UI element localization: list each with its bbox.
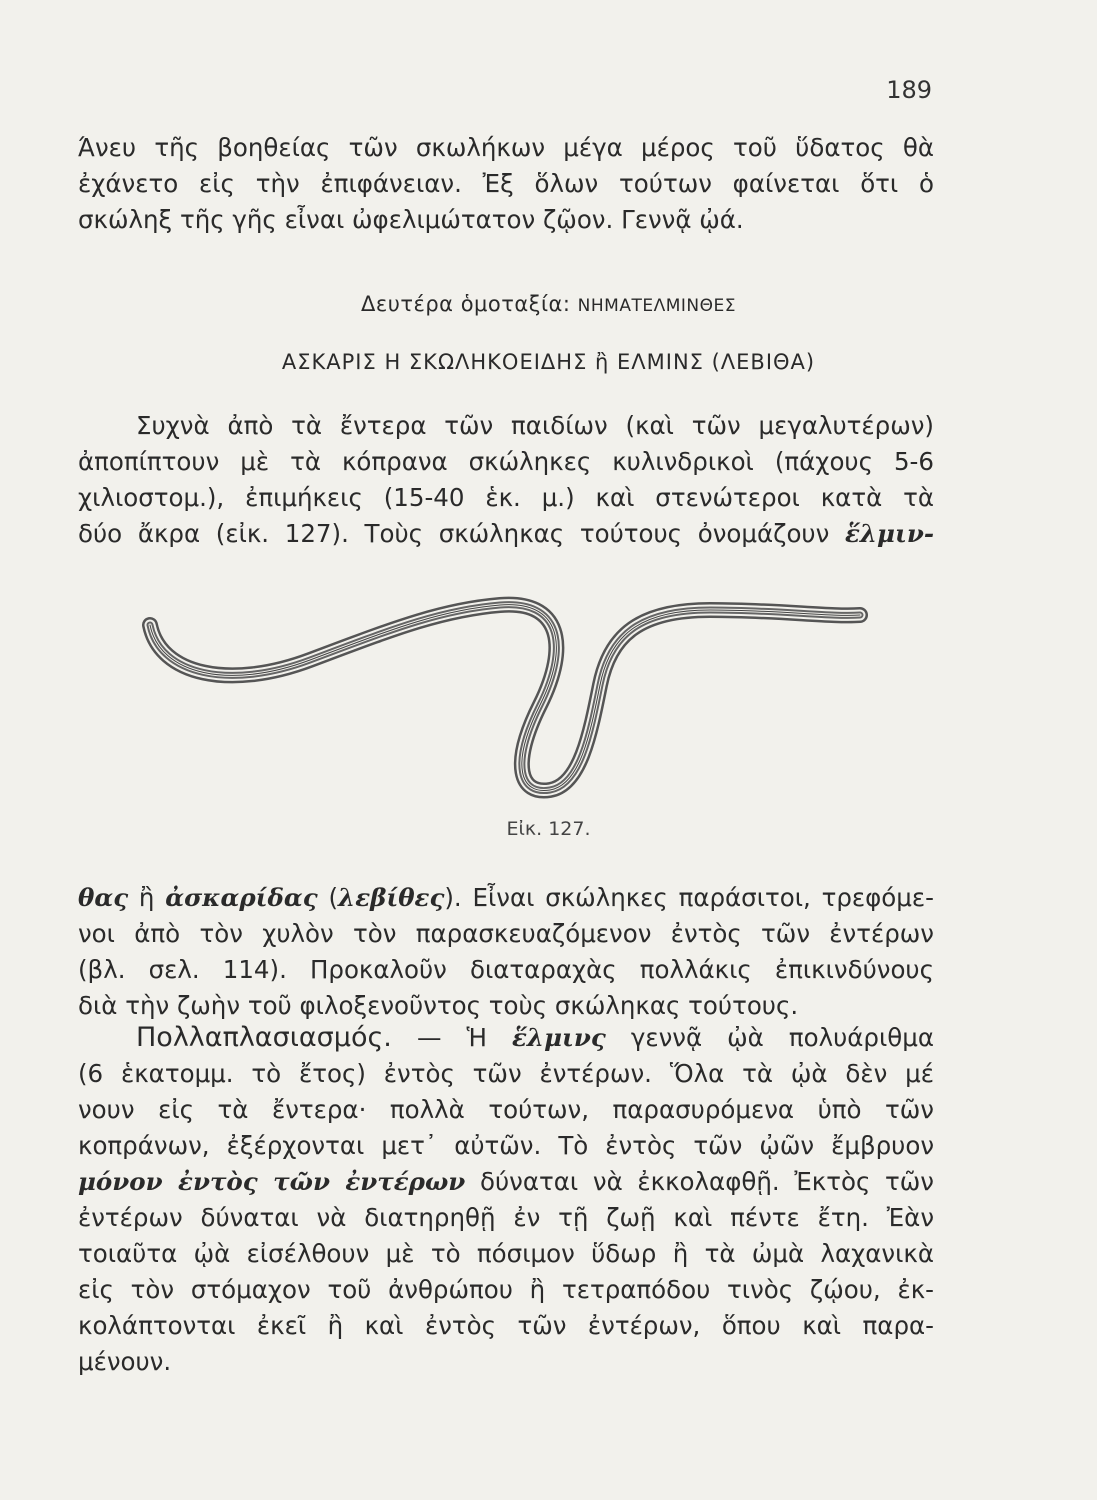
- text-line: κοπράνων, ἐξέρχονται μετ᾽ αὐτῶν. Τὸ ἐντὸς τῶν ᾠῶν ἔμβρυον: [78, 1131, 934, 1160]
- page-number: 189: [886, 76, 932, 104]
- paragraph-1: [78, 408, 934, 552]
- italic-term: ἀσκαρίδας: [165, 883, 318, 912]
- intro-paragraph: [78, 130, 934, 238]
- text-line: ἐχάνετο εἰς τὴν ἐπιφάνειαν. Ἐξ ὅλων τούτων φαίνεται ὅτι ὁ: [78, 169, 934, 198]
- italic-term: θας: [78, 883, 129, 912]
- text-run: ἢ: [138, 883, 155, 912]
- text-line: (βλ. σελ. 114). Προκαλοῦν διαταραχὰς πολλάκις ἐπικινδύνους: [78, 955, 934, 984]
- subclass-name: ΝΗΜΑΤΕΛΜΙΝΘΕΣ: [577, 296, 736, 316]
- text-run: δύο ἄκρα (εἰκ. 127). Τοὺς σκώληκας τούτους ὀνομάζουν: [78, 519, 830, 548]
- text-run: (: [328, 883, 339, 912]
- text-line: [78, 1020, 934, 1056]
- text-line: σκώληξ τῆς γῆς εἶναι ὠφελιμώτατον ζῷον. Γεννᾷ ᾠά.: [78, 205, 744, 234]
- text-line: (6 ἑκατομμ. τὸ ἔτος) ἐντὸς τῶν ἐντέρων. Ὅλα τὰ ᾠὰ δὲν μέ: [78, 1059, 934, 1088]
- paragraph-2: [78, 880, 934, 1024]
- italic-term: ἕλμινς: [512, 1023, 606, 1052]
- species-title: ΑΣΚΑΡΙΣ Η ΣΚΩΛΗΚΟΕΙΔΗΣ ἢ ΕΛΜΙΝΣ (ΛΕΒΙΘΑ): [281, 350, 816, 374]
- text-line: διὰ τὴν ζωὴν τοῦ φιλοξενοῦντος τοὺς σκώληκας τούτους.: [78, 991, 799, 1020]
- text-line: εἰς τὸν στόμαχον τοῦ ἀνθρώπου ἢ τετραπόδου τινὸς ζῴου, ἐκ-: [78, 1275, 934, 1304]
- roundworm-illustration: [140, 565, 900, 815]
- text-line: [78, 880, 934, 916]
- section-heading: Πολλαπλασιασμός.: [136, 1022, 392, 1053]
- italic-term: ἕλμιν-: [844, 519, 934, 548]
- text-line: χιλιοστομ.), ἐπιμήκεις (15-40 ἑκ. μ.) καὶ στενώτεροι κατὰ τὰ: [78, 483, 934, 512]
- figure-caption: Εἰκ. 127.: [506, 818, 591, 840]
- text-line: τοιαῦτα ᾠὰ εἰσέλθουν μὲ τὸ πόσιμον ὕδωρ ἢ τὰ ὠμὰ λαχανικὰ: [78, 1239, 934, 1268]
- reproduction-section: [78, 1020, 934, 1380]
- text-run: γεννᾷ ᾠὰ πολυάριθμα: [630, 1023, 934, 1052]
- subclass-label: Δευτέρα ὁμοταξία:: [360, 292, 571, 316]
- italic-term: μόνον ἐντὸς τῶν ἐντέρων: [78, 1167, 466, 1196]
- text-line: [78, 1164, 934, 1200]
- text-run: ). Εἶναι σκώληκες παράσιτοι, τρεφόμε-: [444, 883, 934, 912]
- text-run: δύναται νὰ ἐκκολαφθῇ. Ἐκτὸς τῶν: [480, 1167, 934, 1196]
- text-run: — Ἡ: [416, 1023, 487, 1052]
- text-line: νουν εἰς τὰ ἔντερα· πολλὰ τούτων, παρασυρόμενα ὑπὸ τῶν: [78, 1095, 934, 1124]
- text-line: [78, 516, 934, 552]
- text-line: Άνευ τῆς βοηθείας τῶν σκωλήκων μέγα μέρος τοῦ ὕδατος θὰ: [78, 133, 934, 162]
- text-line: ἀποπίπτουν μὲ τὰ κόπρανα σκώληκες κυλινδρικοὶ (πάχους 5-6: [78, 447, 934, 476]
- text-line: Συχνὰ ἀπὸ τὰ ἔντερα τῶν παιδίων (καὶ τῶν μεγαλυτέρων): [136, 411, 934, 440]
- subclass-heading: [0, 292, 1097, 316]
- text-line: μένουν.: [78, 1347, 172, 1376]
- text-line: νοι ἀπὸ τὸν χυλὸν τὸν παρασκευαζόμενον ἐντὸς τῶν ἐντέρων: [78, 919, 934, 948]
- text-line: ἐντέρων δύναται νὰ διατηρηθῇ ἐν τῇ ζωῇ καὶ πέντε ἔτη. Ἐὰν: [78, 1203, 934, 1232]
- italic-term: λεβίθες: [338, 883, 445, 912]
- text-line: κολάπτονται ἐκεῖ ἢ καὶ ἐντὸς τῶν ἐντέρων, ὅπου καὶ παρα-: [78, 1311, 934, 1340]
